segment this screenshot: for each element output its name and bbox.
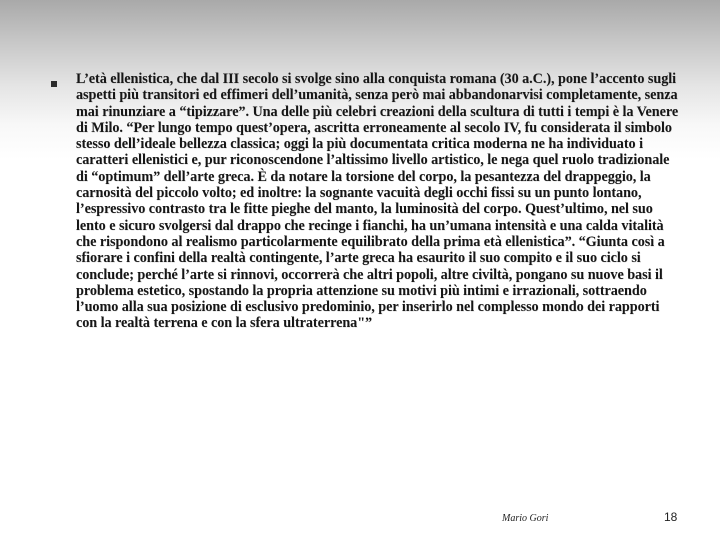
slide-body-text: L’età ellenistica, che dal III secolo si svolge sino alla conquista romana (30 a.C.), pone l’accento sugli aspetti più transitori ed effimeri dell’umanità, senza però mai abbandonarvisi completamente, senza mai rinunziare a “tipizzare”. Una delle più celebri creazioni della scultura di tutti i tempi è la Venere di Milo. “Per lungo tempo quest’opera, ascritta erroneamente al secolo IV, fu considerata il simbolo stesso dell’ideale bellezza classica; oggi la più documentata critica moderna ne ha individuato i caratteri ellenistici e, pur riconoscendone l’altissimo livello artistico, le nega quel ruolo tradizionale di “optimum” dell’arte greca. È da notare la torsione del corpo, la pesantezza del drappeggio, la carnosità del piccolo volto; ed inoltre: la sognante vacuità degli occhi fissi su un punto lontano, l’espressivo contrasto tra le fitte pieghe del manto, la luminosità del corpo. Quest’ultimo, nel suo lento e sicuro svolgersi dal drappo che recinge i fianchi, ha un’umana intensità e una calda vitalità che rispondono al realismo particolarmente equilibrato della prima età ellenistica”. “Giunta così a sfiorare i confini della realtà contingente, l’arte greca ha esaurito il suo compito e il suo ciclo si conclude; perché l’arte si rinnovi, occorrerà che altri popoli, altre civiltà, pongano su nuove basi il problema estetico, spostando la propria attenzione su motivi più intimi e irrazionali, sottraendo l’uomo alla sua posizione di esclusivo predominio, per inserirlo nel complesso mondo dei rapporti con la realtà terrena e con la sfera ultraterrena"”: [76, 71, 679, 332]
footer-author: Mario Gori: [502, 513, 549, 524]
page-number: 18: [664, 510, 678, 524]
square-bullet-icon: [51, 81, 57, 87]
